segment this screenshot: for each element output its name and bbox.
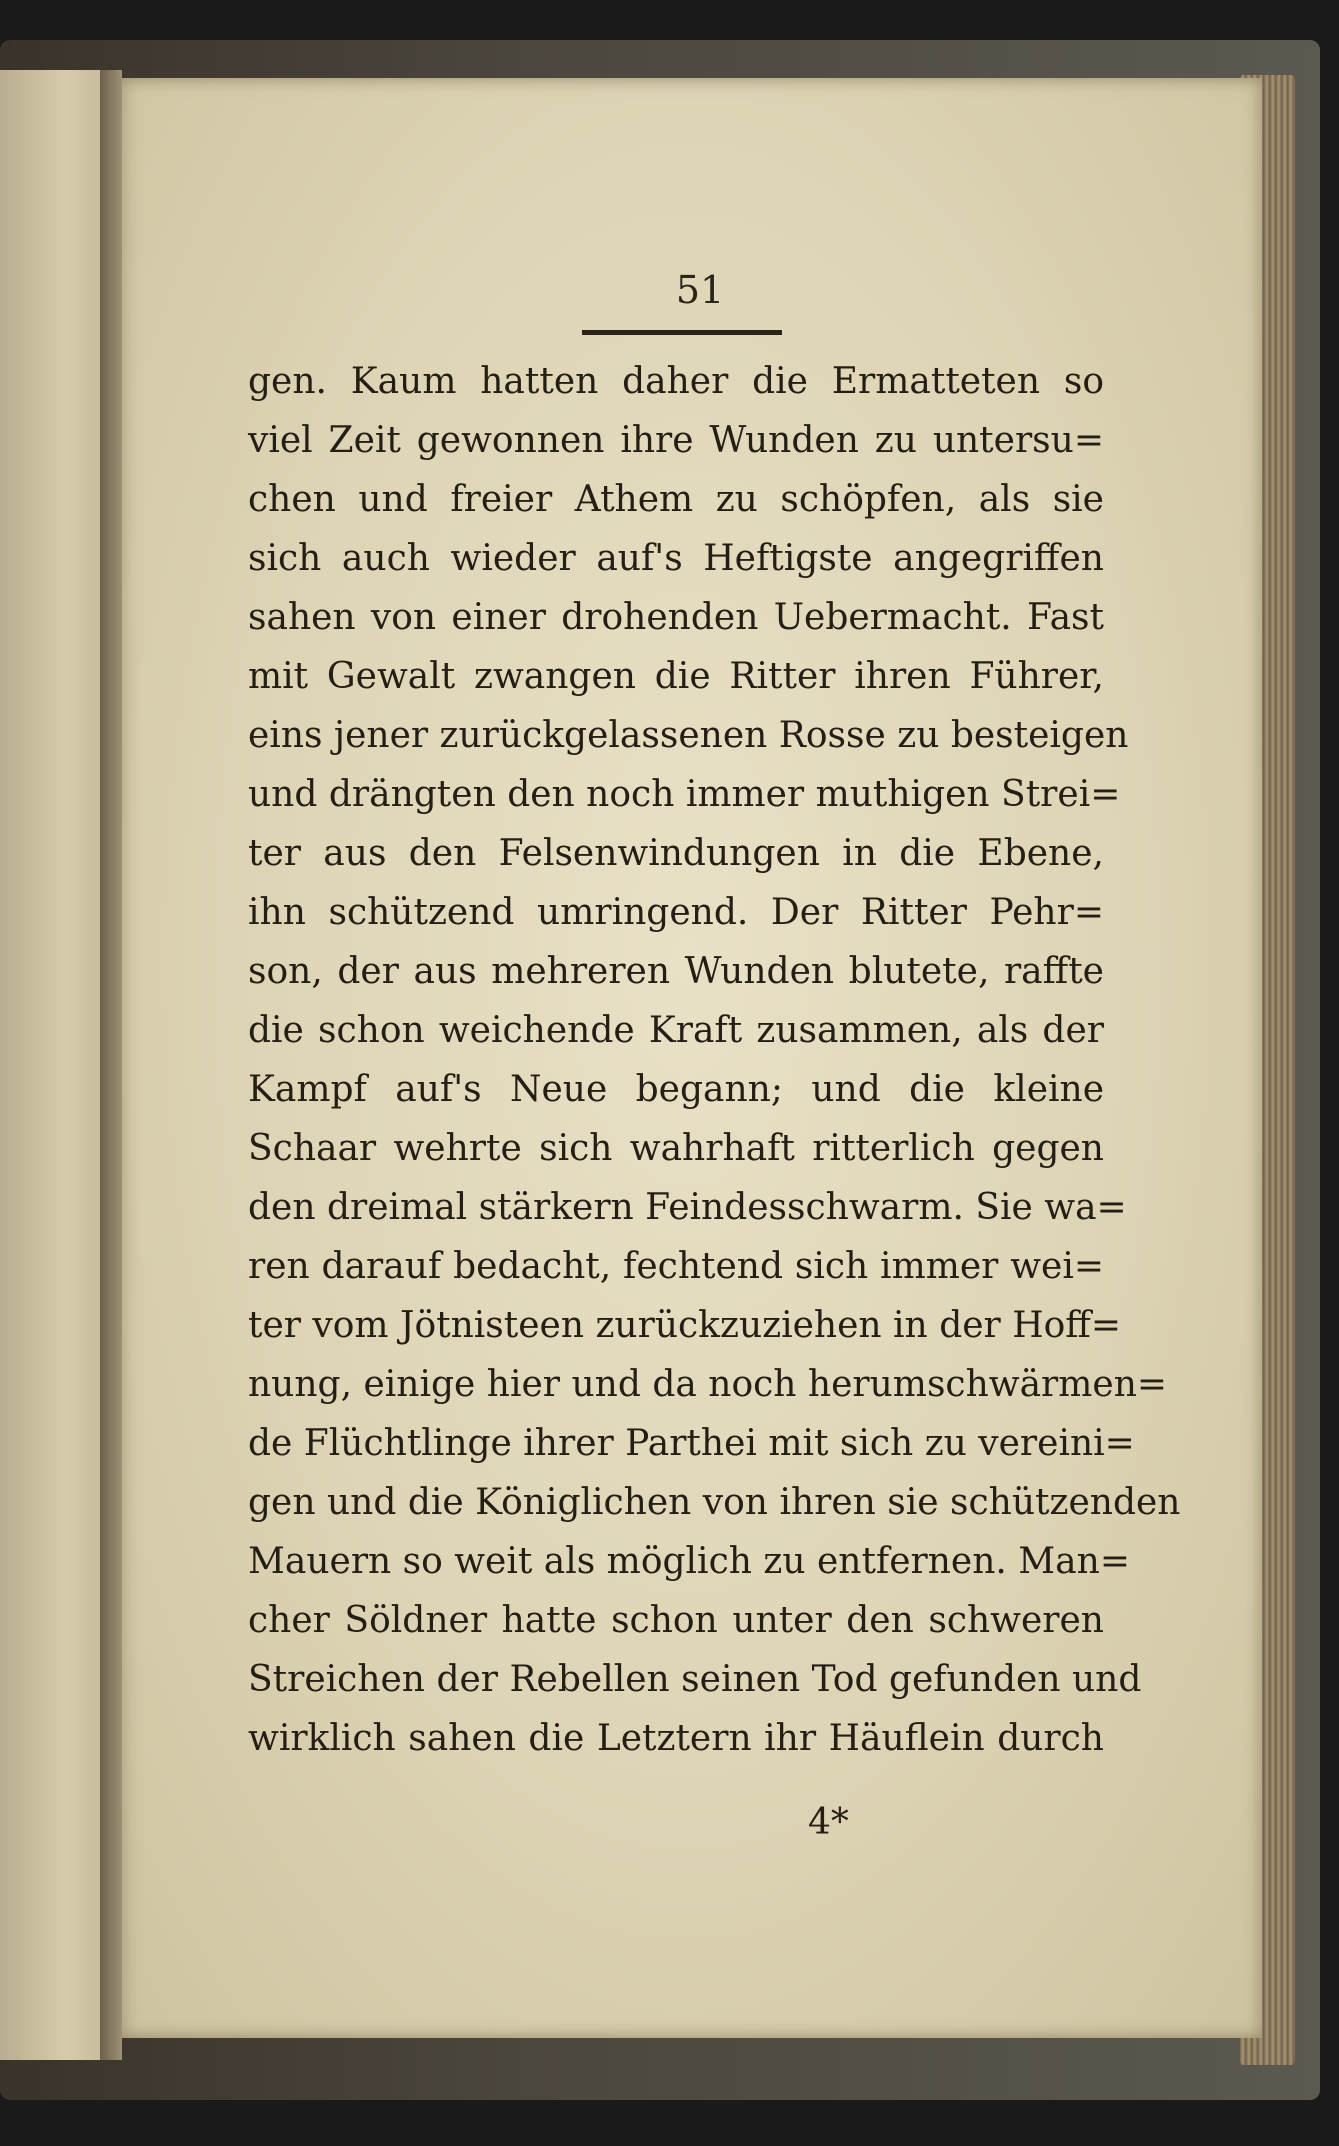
text-line: ihn schützend umringend. Der Ritter Pehr=: [248, 892, 1104, 933]
text-line: Schaar wehrte sich wahrhaft ritterlich gegen: [248, 1128, 1104, 1169]
text-line: eins jener zurückgelassenen Rosse zu besteigen: [248, 715, 1129, 756]
page-number: 51: [675, 268, 725, 312]
left-page-edge: [0, 70, 110, 2060]
text-line: mit Gewalt zwangen die Ritter ihren Führer,: [248, 656, 1104, 697]
text-line: ter aus den Felsenwindungen in die Ebene,: [248, 833, 1104, 874]
text-line: ren darauf bedacht, fechtend sich immer wei=: [248, 1246, 1104, 1287]
text-line: sahen von einer drohenden Uebermacht. Fast: [248, 597, 1104, 638]
text-line: sich auch wieder auf's Heftigste angegriffen: [248, 538, 1104, 579]
text-line: Mauern so weit als möglich zu entfernen. Man=: [248, 1541, 1130, 1582]
text-line: Streichen der Rebellen seinen Tod gefunden und: [248, 1659, 1142, 1700]
signature-mark: 4*: [808, 1802, 849, 1843]
text-line: nung, einige hier und da noch herumschwärmen=: [248, 1364, 1168, 1405]
text-line: gen. Kaum hatten daher die Ermatteten so: [248, 361, 1104, 402]
text-line: Kampf auf's Neue begann; und die kleine: [248, 1069, 1104, 1110]
text-line: cher Söldner hatte schon unter den schweren: [248, 1600, 1104, 1641]
text-line: ter vom Jötnisteen zurückzuziehen in der Hoff=: [248, 1305, 1121, 1346]
book-gutter: [100, 70, 122, 2060]
text-line: viel Zeit gewonnen ihre Wunden zu untersu=: [248, 420, 1104, 461]
text-line: und drängten den noch immer muthigen Strei=: [248, 774, 1121, 815]
text-line: wirklich sahen die Letztern ihr Häuflein durch: [248, 1718, 1104, 1759]
text-line: gen und die Königlichen von ihren sie schützenden: [248, 1482, 1181, 1523]
text-line: chen und freier Athem zu schöpfen, als sie: [248, 479, 1104, 520]
header-rule: [582, 330, 782, 335]
text-line: den dreimal stärkern Feindesschwarm. Sie wa=: [248, 1187, 1127, 1228]
text-line: de Flüchtlinge ihrer Parthei mit sich zu vereini=: [248, 1423, 1135, 1464]
body-text: [248, 352, 1181, 1768]
text-line: die schon weichende Kraft zusammen, als der: [248, 1010, 1104, 1051]
text-line: son, der aus mehreren Wunden blutete, raffte: [248, 951, 1104, 992]
